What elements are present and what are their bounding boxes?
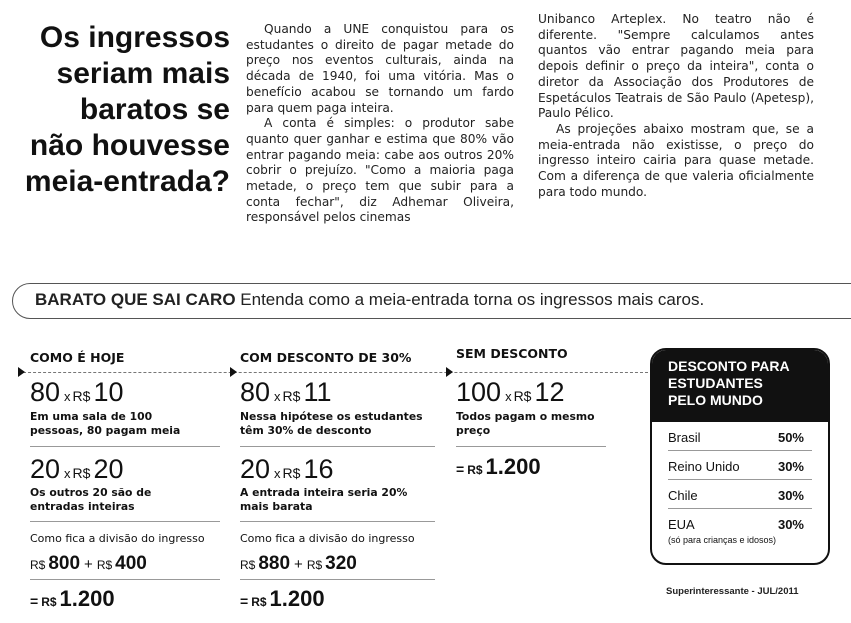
- timeline-arrow-icon: [446, 367, 453, 377]
- desconto-desc-2: A entrada inteira seria 20% mais barata: [240, 486, 408, 513]
- hoje-desc-2: Os outros 20 são de entradas inteiras: [30, 486, 152, 513]
- equals-sign: =: [456, 461, 465, 477]
- plus-sign: +: [84, 556, 93, 573]
- banner-text: Entenda como a meia-entrada torna os ingressos mais caros.: [235, 290, 705, 309]
- sem-desconto-desc-1: Todos pagam o mesmo preço: [456, 410, 595, 437]
- country-row: [668, 422, 812, 451]
- banner-strong: BARATO QUE SAI CARO: [35, 290, 236, 309]
- price: 12: [534, 377, 565, 407]
- currency: R$: [240, 558, 256, 572]
- divider: [240, 521, 435, 522]
- plus-sign: +: [294, 556, 303, 573]
- country-name: Brasil: [668, 430, 701, 445]
- currency: R$: [513, 388, 532, 404]
- hoje-line-1: [30, 378, 124, 411]
- article-paragraph: As projeções abaixo mostram que, se a meia-entrada não existisse, o preço do ingresso inteiro cairia para quase metade. Com a diferença de que valeria oficialmente para todo mundo.: [538, 121, 814, 199]
- divider: [456, 446, 606, 447]
- country-discount: 30%: [777, 517, 804, 532]
- times-sign: x: [64, 466, 71, 481]
- currency: R$: [96, 558, 113, 572]
- country-name: Chile: [668, 488, 698, 503]
- desconto-line-2: [240, 455, 334, 488]
- section-banner: [12, 283, 851, 319]
- price: 16: [303, 454, 334, 484]
- qty: 20: [240, 454, 271, 484]
- hoje-split: [30, 553, 147, 575]
- price: 20: [93, 454, 124, 484]
- equals-sign: =: [240, 593, 249, 609]
- country-discount: 30%: [777, 459, 804, 474]
- headline-line: não houvesse: [29, 129, 230, 162]
- column-title-desconto: COM DESCONTO DE 30%: [240, 350, 412, 365]
- currency: R$: [282, 388, 301, 404]
- article-column-1: [246, 22, 514, 226]
- article-paragraph: Unibanco Arteplex. No teatro não é diferente. "Sempre calculamos antes quantos vão entrar pagando meia para depois definir o preço da inteira", conta o diretor da Associação dos Produtores de Espetáculos Teatrais de São Paulo (Apetesp), Paulo Pélico.: [538, 12, 814, 121]
- qty: 80: [30, 377, 61, 407]
- world-box-title: [652, 350, 828, 422]
- split-value: 320: [325, 553, 357, 574]
- headline-line: baratos se: [79, 93, 230, 126]
- qty: 100: [456, 377, 502, 407]
- divider: [240, 446, 435, 447]
- desconto-line-1: [240, 378, 331, 411]
- world-box-title-line: PELO MUNDO: [668, 392, 763, 408]
- split-value: 400: [115, 553, 147, 574]
- hoje-desc-1: Em uma sala de 100 pessoas, 80 pagam meia: [30, 410, 181, 437]
- world-box-title-line: DESCONTO PARA: [668, 358, 790, 374]
- desconto-split-label: Como fica a divisão do ingresso: [240, 532, 415, 545]
- hoje-total: [30, 586, 115, 612]
- article-paragraph: Quando a UNE conquistou para os estudantes o direito de pagar metade do preço nos eventos culturais, ainda na década de 1940, foi uma vitória. Mas o benefício acabou se tornando um fardo para quem paga inteira.: [246, 22, 514, 115]
- desconto-split: [240, 553, 357, 575]
- equals-sign: =: [30, 593, 39, 609]
- price: 11: [303, 377, 332, 407]
- country-note: (só para crianças e idosos): [668, 535, 777, 545]
- times-sign: x: [64, 389, 71, 404]
- headline: [8, 20, 230, 200]
- timeline-line: [18, 372, 648, 373]
- country-row: [668, 451, 812, 480]
- country-name: EUA: [668, 517, 695, 532]
- times-sign: x: [274, 389, 281, 404]
- total-value: 1.200: [269, 586, 325, 611]
- currency: R$: [306, 558, 323, 572]
- timeline-arrow-icon: [18, 367, 25, 377]
- timeline-arrow-icon: [230, 367, 237, 377]
- divider: [240, 579, 435, 580]
- currency: R$: [41, 595, 57, 609]
- sem-desconto-total: [456, 454, 541, 480]
- column-title-hoje: COMO É HOJE: [30, 350, 125, 365]
- currency: R$: [72, 388, 91, 404]
- currency: R$: [467, 463, 483, 477]
- headline-line: meia-entrada?: [24, 165, 230, 198]
- country-row: [668, 480, 812, 509]
- qty: 80: [240, 377, 271, 407]
- country-discount: 50%: [777, 430, 804, 445]
- total-value: 1.200: [485, 454, 541, 479]
- times-sign: x: [505, 389, 512, 404]
- hoje-split-label: Como fica a divisão do ingresso: [30, 532, 205, 545]
- divider: [30, 446, 220, 447]
- divider: [30, 521, 220, 522]
- split-value: 880: [258, 553, 291, 574]
- desconto-desc-1: Nessa hipótese os estudantes têm 30% de desconto: [240, 410, 423, 437]
- headline-line: Os ingressos: [39, 21, 230, 54]
- price: 10: [93, 377, 124, 407]
- headline-line: seriam mais: [56, 57, 230, 90]
- currency: R$: [30, 558, 46, 572]
- currency: R$: [251, 595, 267, 609]
- world-discount-box: [650, 348, 830, 565]
- article-paragraph: A conta é simples: o produtor sabe quanto quer ganhar e estima que 80% vão entrar pagando meia: cabe aos outros 20% cobrir o prejuízo. "Como a maioria paga metade, o preço tem que subir para a conta fechar", diz Adhemar Oliveira, responsável pelos cinemas: [246, 116, 514, 225]
- column-title-sem-desconto: SEM DESCONTO: [456, 346, 568, 361]
- times-sign: x: [274, 466, 281, 481]
- world-box-title-line: ESTUDANTES: [668, 375, 763, 391]
- qty: 20: [30, 454, 61, 484]
- split-value: 800: [48, 553, 81, 574]
- currency: R$: [282, 465, 301, 481]
- sem-desconto-line-1: [456, 378, 565, 411]
- divider: [30, 579, 220, 580]
- country-name: Reino Unido: [668, 459, 740, 474]
- desconto-total: [240, 586, 325, 612]
- source-credit: Superinteressante - JUL/2011: [666, 586, 799, 597]
- country-row: [668, 509, 812, 557]
- article-column-2: [538, 12, 814, 200]
- country-discount: 30%: [777, 488, 804, 503]
- total-value: 1.200: [59, 586, 115, 611]
- currency: R$: [72, 465, 91, 481]
- hoje-line-2: [30, 455, 124, 488]
